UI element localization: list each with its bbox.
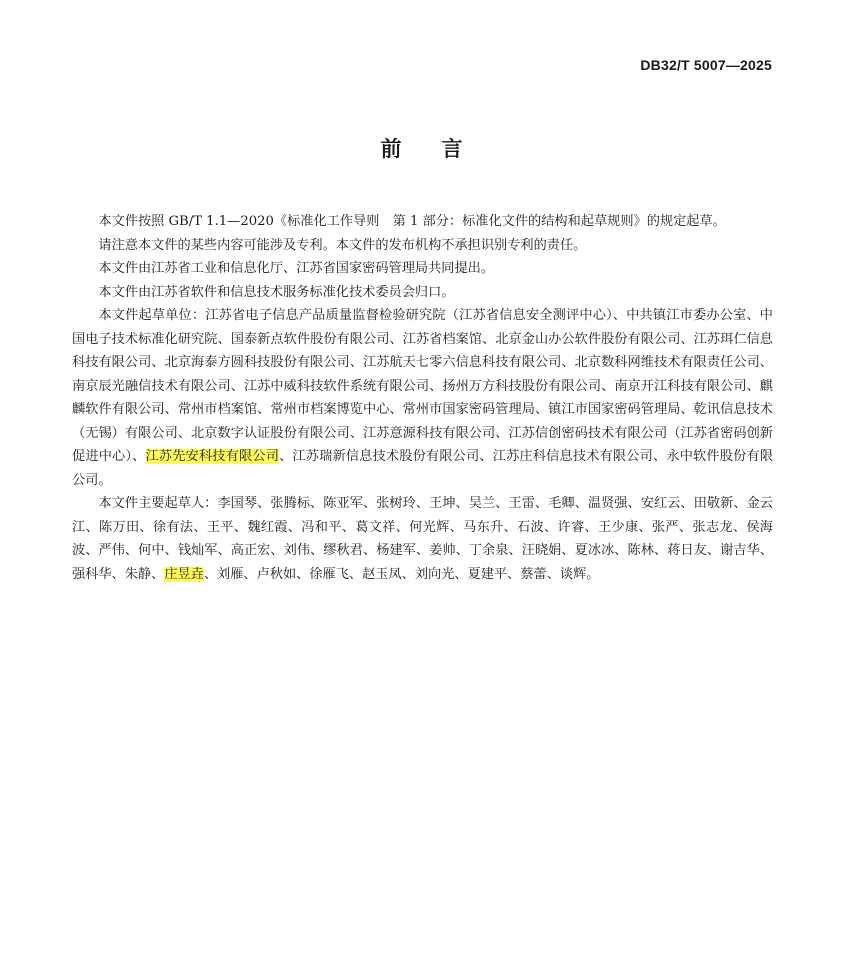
paragraph-proposer: 本文件由江苏省工业和信息化厅、江苏省国家密码管理局共同提出。 xyxy=(98,261,495,276)
paragraph-patent-notice: 请注意本文件的某些内容可能涉及专利。本文件的发布机构不承担识别专利的责任。 xyxy=(98,237,587,253)
drafting-units-text-1: 本文件起草单位：江苏省电子信息产品质量监督检验研究院（江苏省信息安全测评中心）、中共镇江市委办公室、中国电子技术标准化研究院、国泰新点软件股份有限公司、江苏省档案馆、北京金山办公软件股份有限公司、江苏珥仁信息科技有限公司、北京海泰方圆科技股份有限公司、江苏航天七零六信息科技有限公司、北京数科网维技术有限责任公司、南京辰光融信技术有限公司、江苏中威科技软件系统有限公司、扬州万方科技股份有限公司、南京开江科技有限公司、麒麟软件有限公司、常州市档案馆、常州市档案博览中心、常州市国家密码管理局、镇江市国家密码管理局、乾讯信息技术（无锡）有限公司、北京数字认证股份有限公司、江苏意源科技有限公司、江苏信创密码技术有限公司（江苏省密码创新促进中心）、 xyxy=(72,308,773,464)
foreword-body xyxy=(72,210,773,586)
paragraph-centralized-unit: 本文件由江苏省软件和信息技术服务标准化技术委员会归口。 xyxy=(98,284,455,300)
paragraph-drafters xyxy=(72,492,773,586)
drafters-text-1: 本文件主要起草人：李国琴、张腾标、陈亚军、张树玲、王坤、吴兰、王雷、毛卿、温贤强、安红云、田敬新、金云江、陈万田、徐有法、王平、魏红霞、冯和平、葛文祥、何光辉、马东升、石波、许睿、王少康、张严、张志龙、侯海波、严伟、何中、钱灿军、高正宏、刘伟、缪秋君、杨建军、姜帅、丁余泉、汪晓娟、夏冰冰、陈林、蒋日友、谢吉华、强科华、朱静、 xyxy=(72,496,773,582)
paragraph-drafting-units xyxy=(72,304,773,492)
highlighted-drafter: 庄昱垚 xyxy=(164,566,204,582)
highlighted-company: 江苏先安科技有限公司 xyxy=(145,449,280,464)
page-title: 前言 xyxy=(380,137,503,161)
paragraph-drafting-basis: 本文件按照 GB/T 1.1—2020《标准化工作导则 第 1 部分：标准化文件的结构和起草规则》的规定起草。 xyxy=(98,214,726,229)
drafting-units-text-2: 、江苏瑞新信息技术股份有限公司、江苏庄科信息技术有限公司、永中软件股份有限公司。 xyxy=(72,449,774,488)
drafters-text-2: 、刘雁、卢秋如、徐雁飞、赵玉凤、刘向光、夏建平、蔡蕾、谈辉。 xyxy=(203,566,600,582)
standard-code: DB32/T 5007—2025 xyxy=(640,57,772,73)
